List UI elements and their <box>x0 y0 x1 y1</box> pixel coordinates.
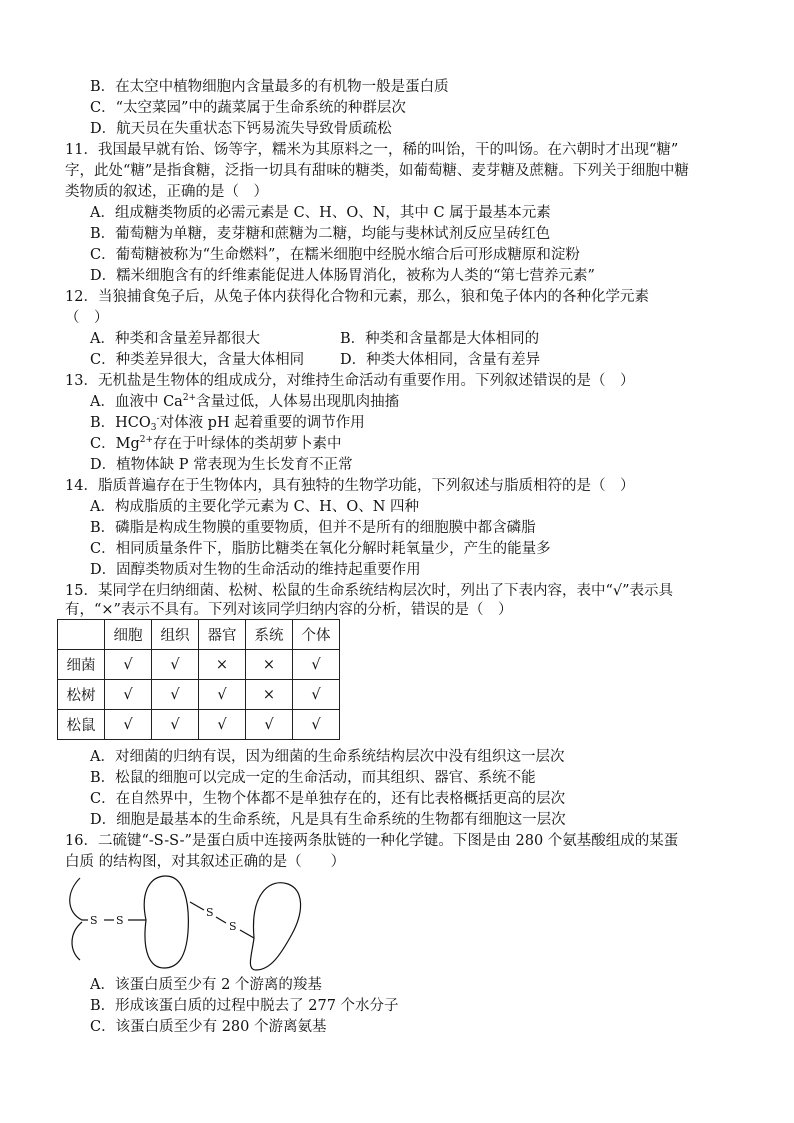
q16-option-a: A．该蛋白质至少有 2 个游离的羧基 <box>90 977 322 993</box>
q15-stem-line2: 有，“×”表示不具有。下列对该同学归纳内容的分析，错误的是（ ） <box>65 602 513 618</box>
left-peptide-chain <box>70 878 88 920</box>
q14-stem: 14．脂质普遍存在于生物体内，具有独特的生物学功能，下列叙述与脂质相符的是（ ） <box>65 478 635 494</box>
table-cell: √ <box>152 710 199 740</box>
q13-option-a: A．血液中 $Ca^{2+}$含量过低，人体易出现肌肉抽搐 <box>90 393 400 410</box>
table-cell: √ <box>199 710 246 740</box>
right-peptide-loop <box>250 883 300 970</box>
q11-option-a: A．组成糖类物质的必需元素是 C、H、O、N，其中 C 属于最基本元素 <box>90 205 551 221</box>
q13-option-b: B．$HCO_3^-$对体液 pH 起着重要的调节作用 <box>90 414 365 433</box>
sulfur-label: S <box>116 914 124 927</box>
q11-stem-line2: 字，此处“糖”是指食糖，泛指一切具有甜味的糖类，如葡萄糖、麦芽糖及蔗糖。下列关于细胞中糖 <box>65 163 689 179</box>
q11-stem-line3: 类物质的叙述，正确的是（ ） <box>65 184 268 200</box>
q13-option-d: D．植物体缺 P 常表现为生长发育不正常 <box>90 457 353 473</box>
sulfur-label: S <box>206 906 214 919</box>
q12-option-a: A．种类和含量差异都很大 <box>90 331 260 347</box>
table-cell: 组织 <box>152 620 199 650</box>
table-cell: × <box>246 650 293 680</box>
q11-option-b: B．葡萄糖为单糖，麦芽糖和蔗糖为二糖，均能与斐林试剂反应呈砖红色 <box>90 226 551 242</box>
sulfur-label: S <box>229 920 237 933</box>
q16-option-c: C．该蛋白质至少有 280 个游离氨基 <box>90 1019 327 1035</box>
q10-option-c: C．“太空菜园”中的蔬菜属于生命系统的种群层次 <box>90 100 406 116</box>
q10-option-d: D．航天员在失重状态下钙易流失导致骨质疏松 <box>90 121 392 137</box>
table-row <box>58 710 340 740</box>
table-cell: 系统 <box>246 620 293 650</box>
table-cell: √ <box>152 650 199 680</box>
table-cell: 松鼠 <box>58 710 105 740</box>
table-header-row <box>58 620 340 650</box>
table-cell: √ <box>293 710 340 740</box>
q11-option-c: C．葡萄糖被称为“生命燃料”，在糯米细胞中经脱水缩合后可形成糖原和淀粉 <box>90 247 580 263</box>
table-cell: √ <box>105 680 152 710</box>
table-cell: × <box>246 680 293 710</box>
q12-option-c: C．种类差异很大，含量大体相同 <box>90 352 305 368</box>
q12-option-b: B．种类和含量都是大体相同的 <box>340 331 540 347</box>
q16-option-b: B．形成该蛋白质的过程中脱去了 277 个水分子 <box>90 998 399 1014</box>
life-levels-table <box>57 619 340 740</box>
q14-option-a: A．构成脂质的主要化学元素为 C、H、O、N 四种 <box>90 499 420 515</box>
table-cell <box>58 620 105 650</box>
q15-option-d: D．细胞是最基本的生命系统，凡是具有生命系统的生物都有细胞这一层次 <box>90 812 566 828</box>
q14-option-d: D．固醇类物质对生物的生命活动的维持起重要作用 <box>90 562 421 578</box>
table-cell: √ <box>246 710 293 740</box>
protein-structure-diagram <box>66 872 326 972</box>
q11-option-d: D．糯米细胞含有的纤维素能促进人体肠胃消化，被称为人类的“第七营养元素” <box>90 268 595 284</box>
q12-option-d: D．种类大体相同，含量有差异 <box>340 352 541 368</box>
q14-option-c: C．相同质量条件下，脂肪比糖类在氧化分解时耗氧量少，产生的能量多 <box>90 541 551 557</box>
table-cell: × <box>199 650 246 680</box>
q15-option-c: C．在自然界中，生物个体都不是单独存在的，还有比表格概括更高的层次 <box>90 791 566 807</box>
table-cell: √ <box>199 680 246 710</box>
middle-peptide-loop <box>144 876 188 968</box>
left-chain-lower <box>72 922 82 960</box>
table-cell: 细菌 <box>58 650 105 680</box>
table-cell: √ <box>152 680 199 710</box>
table-cell: 器官 <box>199 620 246 650</box>
q10-option-b: B．在太空中植物细胞内含量最多的有机物一般是蛋白质 <box>90 79 449 95</box>
q15-option-b: B．松鼠的细胞可以完成一定的生命活动，而其组织、器官、系统不能 <box>90 770 536 786</box>
q15-stem-line1: 15．某同学在归纳细菌、松树、松鼠的生命系统结构层次时，列出了下表内容，表中“√”表示具 <box>65 583 674 599</box>
table-cell: √ <box>105 710 152 740</box>
table-cell: 松树 <box>58 680 105 710</box>
table-cell: √ <box>105 650 152 680</box>
q13-stem: 13．无机盐是生物体的组成成分，对维持生命活动有重要作用。下列叙述错误的是（ ） <box>65 373 635 389</box>
disulfide-bond-right <box>190 902 204 910</box>
q12-stem-line1: 12．当狼捕食兔子后，从兔子体内获得化合物和元素，那么，狼和兔子体内的各种化学元素 <box>65 289 649 305</box>
table-row <box>58 650 340 680</box>
q16-stem-line1: 16．二硫键“-S-S-”是蛋白质中连接两条肽链的一种化学键。下图是由 280 个氨基酸组成的某蛋 <box>65 833 679 849</box>
q14-option-b: B．磷脂是构成生物膜的重要物质，但并不是所有的细胞膜中都含磷脂 <box>90 520 536 536</box>
q15-option-a: A．对细菌的归纳有误，因为细菌的生命系统结构层次中没有组织这一层次 <box>90 749 565 765</box>
table-cell: √ <box>293 650 340 680</box>
table-cell: 细胞 <box>105 620 152 650</box>
q13-option-c: C．$Mg^{2+}$存在于叶绿体的类胡萝卜素中 <box>90 435 342 452</box>
q12-stem-line2: （ ） <box>65 310 109 326</box>
q16-stem-line2: 白质 的结构图，对其叙述正确的是（ ） <box>65 854 346 870</box>
table-cell: 个体 <box>293 620 340 650</box>
q11-stem-line1: 11．我国最早就有饴、饧等字，糯米为其原料之一，稀的叫饴，干的叫饧。在六朝时才出现“糖” <box>65 142 679 158</box>
table-cell: √ <box>293 680 340 710</box>
sulfur-label: S <box>90 914 98 927</box>
table-row <box>58 680 340 710</box>
